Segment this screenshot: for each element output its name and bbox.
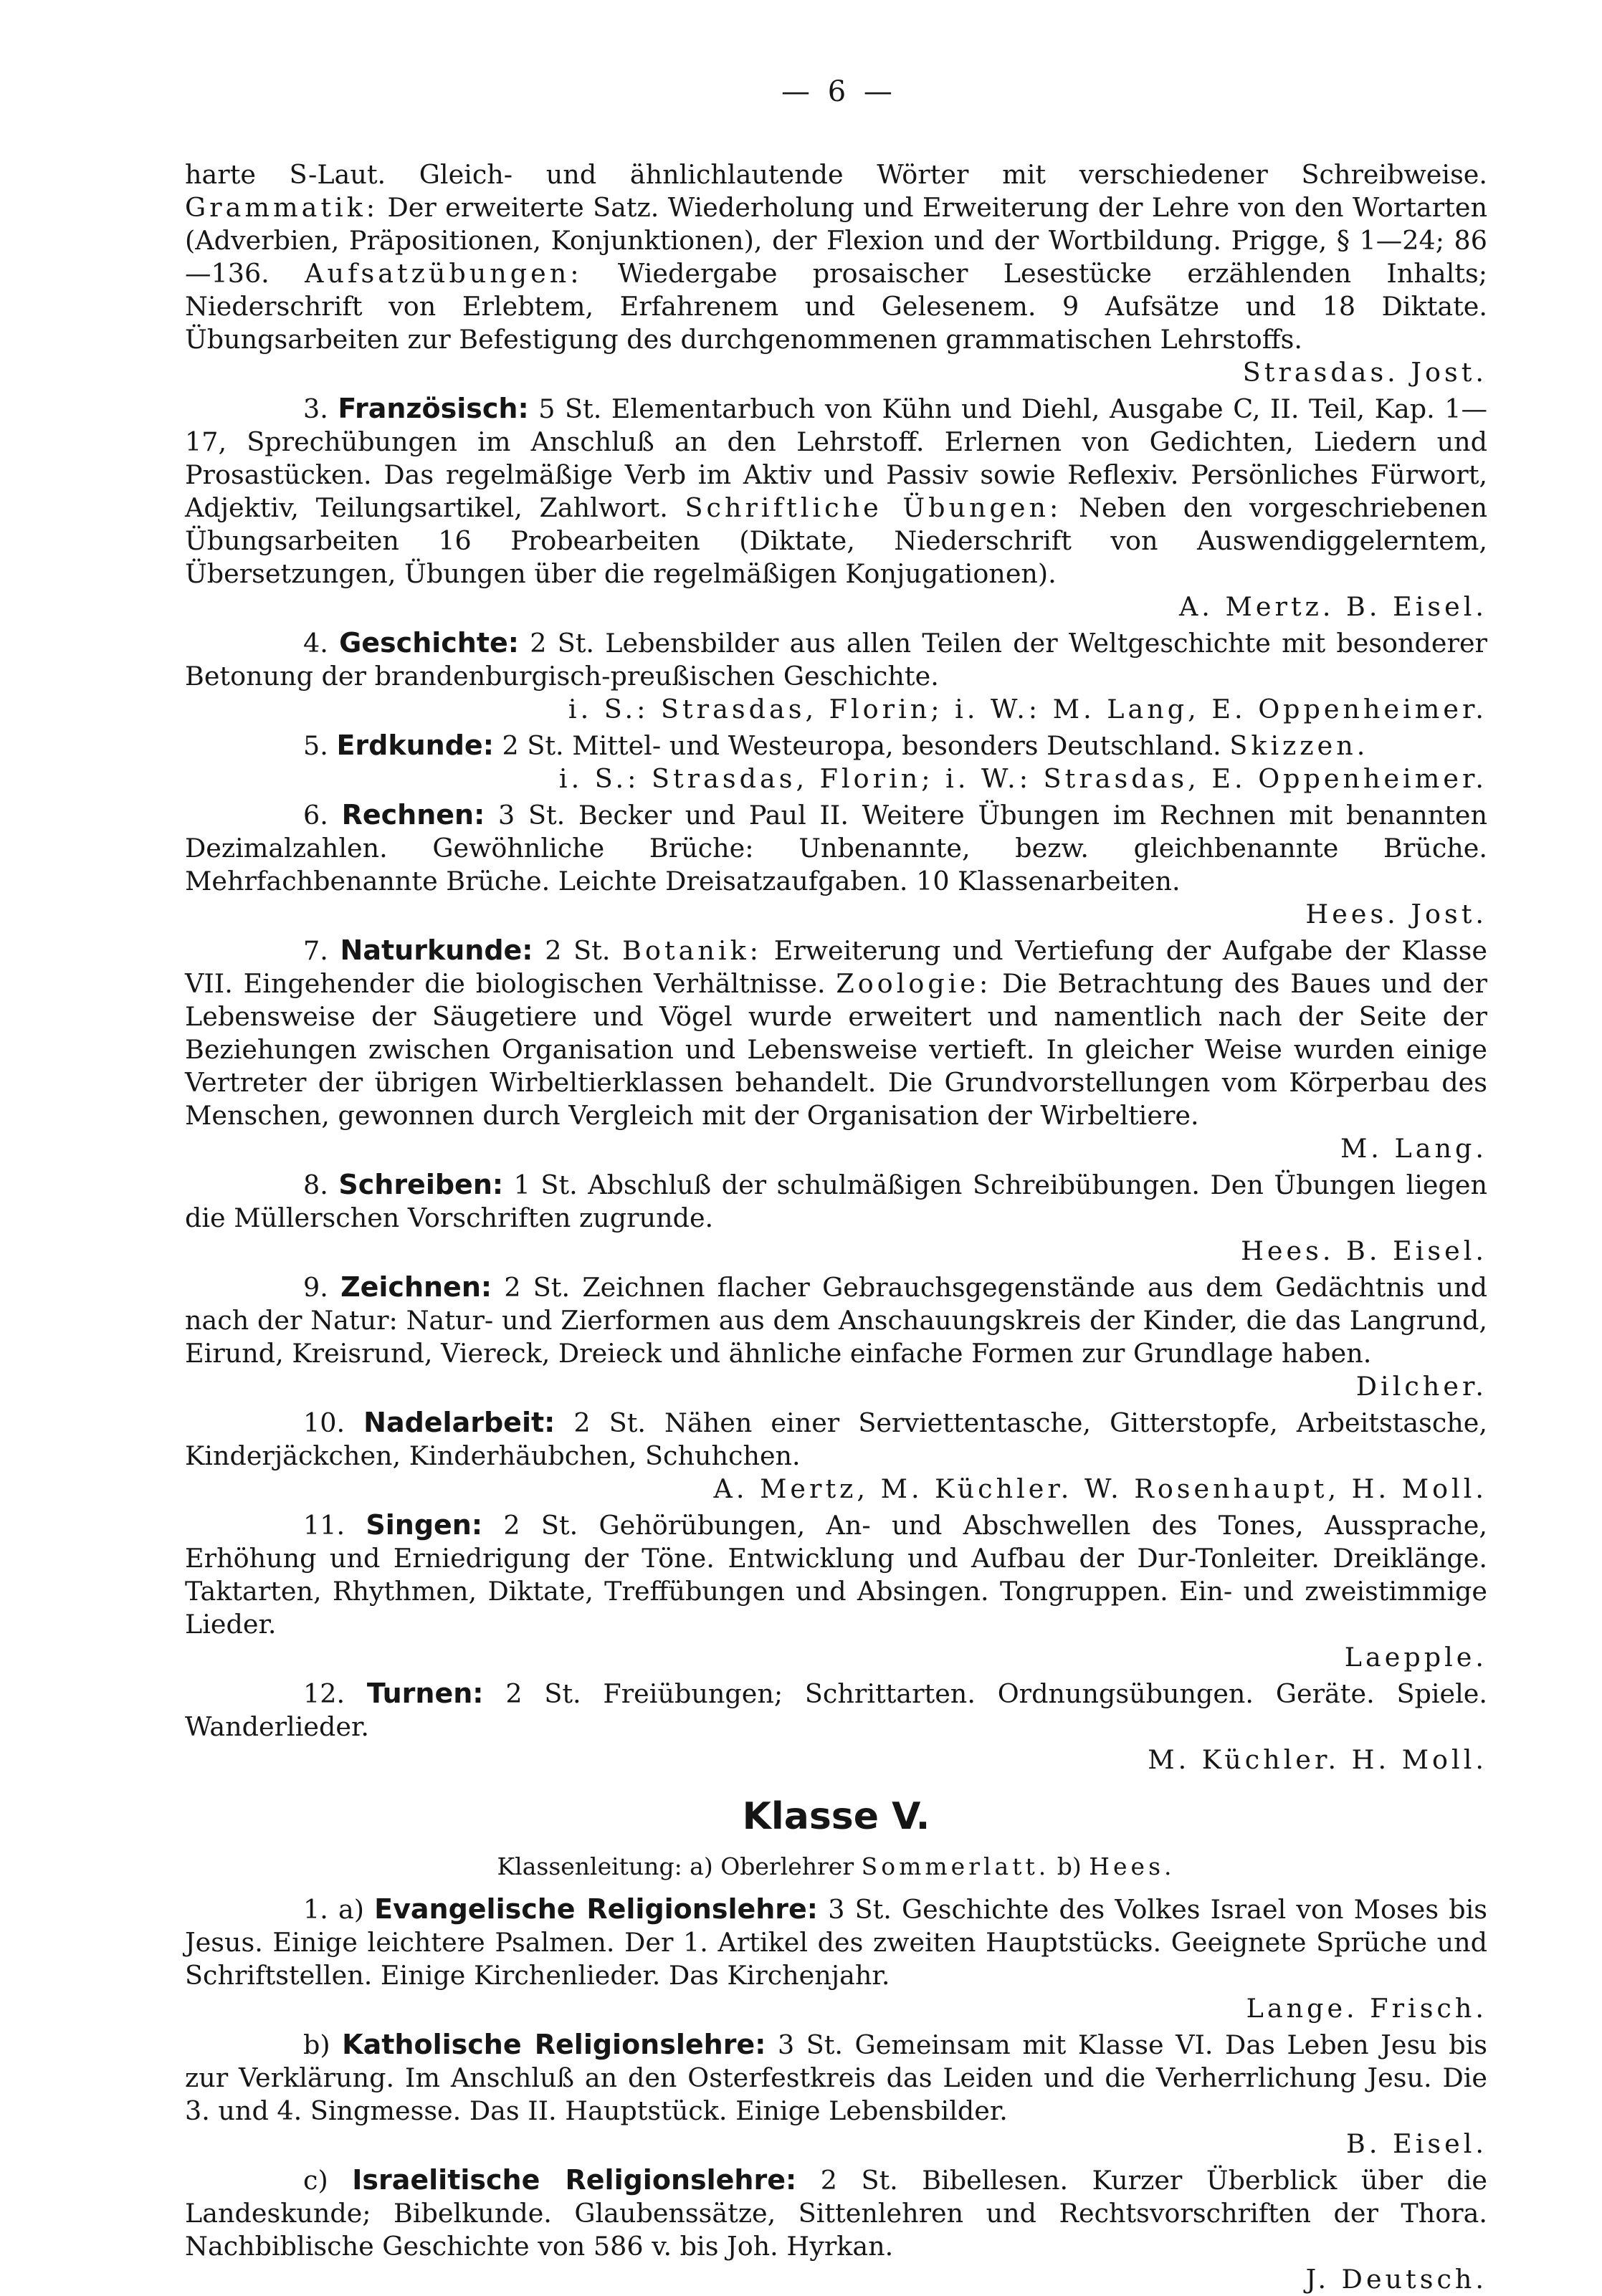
subject-signature: B. Eisel. bbox=[1346, 2128, 1487, 2159]
intro-signature: Strasdas. Jost. bbox=[1242, 357, 1487, 388]
subject-title: Französisch: bbox=[338, 393, 529, 424]
subject-title: Israelitische Religionslehre: bbox=[352, 2164, 797, 2196]
subject-signature: M. Lang. bbox=[1340, 1133, 1487, 1164]
subject-number: 12. bbox=[303, 1678, 345, 1709]
subject-signature: A. Mertz, M. Küchler. W. Rosenhaupt, H. Moll. bbox=[713, 1473, 1487, 1504]
subject-title: Katholische Religionslehre: bbox=[342, 2029, 766, 2060]
class-lead-mid: b) bbox=[1057, 1852, 1082, 1880]
subject-signature: i. S.: Strasdas, Florin; i. W.: M. Lang, E. Oppenheimer. bbox=[568, 694, 1487, 724]
religion-jewish bbox=[185, 2163, 1487, 2296]
subject-text: 2 St. Nähen einer Serviettentasche, Gitterstopfe, Arbeitstasche, Kinderjäckchen, Kinderhäubchen, Schuhchen. bbox=[185, 1407, 1487, 1471]
subject-text: 2 St. Zeichnen flacher Gebrauchsgegenstände aus dem Gedächtnis und nach der Natur: Natur- und Zierformen aus dem Anschauungskreis der Kinder, die das Langrund, Eirund, Kreisrund, Viereck, Dreieck und ähnliche einfache Formen zur Grundlage haben. bbox=[185, 1272, 1488, 1369]
subject-signature: Dilcher. bbox=[1355, 1371, 1487, 1402]
subject-number: 1. a) bbox=[303, 1894, 364, 1925]
subject-natural-science bbox=[185, 934, 1487, 1165]
intro-paragraph bbox=[185, 158, 1487, 389]
subject-number: 4. bbox=[303, 628, 328, 659]
subject-writing bbox=[185, 1168, 1487, 1268]
subject-text: 2 St. Bibellesen. Kurzer Überblick über die Landeskunde; Bibelkunde. Glaubenssätze, Sittenlehren und Rechtsvorschriften der Thora. Nachbiblische Geschichte von 586 v. bis Joh. Hyrkan. bbox=[185, 2165, 1488, 2262]
subject-text-b: Erweiterung und Vertiefung der Aufgabe der Klasse VII. Eingehender die biologischen Verhältnisse. bbox=[185, 935, 1487, 999]
intro-text-1: harte S-Laut. Gleich- und ähnlichlautende Wörter mit verschiedener Schreibweise. bbox=[185, 159, 1487, 190]
subject-signature: J. Deutsch. bbox=[1305, 2264, 1487, 2295]
subject-spaced-label: Botanik: bbox=[622, 935, 762, 966]
subject-number: b) bbox=[303, 2029, 330, 2060]
subject-signature: i. S.: Strasdas, Florin; i. W.: Strasdas, E. Oppenheimer. bbox=[558, 763, 1487, 794]
subject-history bbox=[185, 626, 1487, 726]
page-number: — 6 — bbox=[781, 75, 897, 108]
subject-signature: Lange. Frisch. bbox=[1246, 1993, 1487, 2024]
subject-signature: Hees. B. Eisel. bbox=[1241, 1235, 1487, 1266]
class-lead-prefix: Klassenleitung: a) Oberlehrer bbox=[497, 1852, 854, 1880]
intro-text-3: Wiedergabe prosaischer Lesestücke erzählenden Inhalts; Niederschrift von Erlebtem, Erfahrenem und Gelesenem. 9 Aufsätze und 18 Diktate. Übungsarbeiten zur Befestigung des durchgenommenen grammatischen Lehrstoffs. bbox=[185, 258, 1487, 355]
class-lead-name-1: Sommerlatt. bbox=[861, 1852, 1050, 1880]
subject-text: 3 St. Geschichte des Volkes Israel von Moses bis Jesus. Einige leichtere Psalmen. Der 1. Artikel des zweiten Hauptstücks. Geeignete Sprüche und Schriftstellen. Einige Kirchenlieder. Das Kirchenjahr. bbox=[185, 1894, 1488, 1991]
subject-title: Evangelische Religionslehre: bbox=[374, 1893, 819, 1925]
subject-number: 10. bbox=[303, 1407, 345, 1438]
subject-number: c) bbox=[303, 2165, 328, 2196]
religion-evangelical bbox=[185, 1893, 1487, 2025]
subject-drawing bbox=[185, 1271, 1487, 1403]
subject-french bbox=[185, 392, 1487, 623]
subject-text: 2 St. bbox=[545, 935, 611, 966]
subject-text: 1 St. Abschluß der schulmäßigen Schreibübungen. Den Übungen liegen die Müllerschen Vorschriften zugrunde. bbox=[185, 1169, 1487, 1233]
subject-spaced-label: Skizzen. bbox=[1229, 730, 1369, 761]
class-heading: Klasse V. bbox=[742, 1795, 930, 1838]
subject-title: Schreiben: bbox=[338, 1169, 504, 1200]
class-lead-name-2: Hees. bbox=[1089, 1852, 1176, 1880]
subject-number: 11. bbox=[303, 1510, 345, 1541]
subject-text: 2 St. Mittel- und Westeuropa, besonders Deutschland. bbox=[502, 730, 1221, 761]
subject-text: 3 St. Becker und Paul II. Weitere Übungen im Rechnen mit benannten Dezimalzahlen. Gewöhnliche Brüche: Unbenannte, bezw. gleichbenannte Brüche. Mehrfachbenannte Brüche. Leichte Dreisatzaufgaben. 10 Klassenarbeiten. bbox=[185, 800, 1487, 896]
subject-number: 5. bbox=[303, 730, 328, 761]
subject-title: Erdkunde: bbox=[336, 730, 494, 761]
subject-spaced-label: Schriftliche Übungen: bbox=[685, 492, 1062, 523]
subject-text: 2 St. Lebensbilder aus allen Teilen der Weltgeschichte mit besonderer Betonung der brandenburgisch-preußischen Geschichte. bbox=[185, 628, 1488, 692]
subject-geography bbox=[185, 729, 1487, 795]
subject-title: Geschichte: bbox=[339, 627, 519, 659]
subject-signature: A. Mertz. B. Eisel. bbox=[1178, 591, 1487, 622]
subject-text: 3 St. Gemeinsam mit Klasse VI. Das Leben Jesu bis zur Verklärung. Im Anschluß an den Osterfestkreis das Leiden und die Verherrlichung Jesu. Die 3. und 4. Singmesse. Das II. Hauptstück. Einige Lebensbilder. bbox=[185, 2029, 1487, 2126]
subject-title: Naturkunde: bbox=[340, 934, 533, 966]
subject-number: 8. bbox=[303, 1169, 328, 1200]
subject-gymnastics bbox=[185, 1677, 1487, 1776]
subject-arithmetic bbox=[185, 798, 1487, 931]
subject-number: 9. bbox=[303, 1272, 328, 1303]
subject-number: 6. bbox=[303, 800, 328, 831]
subject-signature: Laepple. bbox=[1344, 1642, 1487, 1673]
essay-label: Aufsatzübungen: bbox=[305, 258, 583, 289]
subject-text: 2 St. Freiübungen; Schrittarten. Ordnungsübungen. Geräte. Spiele. Wanderlieder. bbox=[185, 1678, 1487, 1742]
subject-number: 7. bbox=[303, 935, 328, 966]
grammar-label: Grammatik: bbox=[185, 192, 379, 223]
subject-title: Singen: bbox=[366, 1509, 483, 1541]
subject-text: 2 St. Gehörübungen, An- und Abschwellen des Tones, Aussprache, Erhöhung und Erniedrigung der Töne. Entwicklung und Aufbau der Dur-Tonleiter. Dreiklänge. Taktarten, Rhythmen, Diktate, Treffübungen und Absingen. Tongruppen. Ein- und zweistimmige Lieder. bbox=[185, 1510, 1488, 1640]
subject-title: Turnen: bbox=[366, 1678, 484, 1709]
subject-title: Zeichnen: bbox=[340, 1271, 492, 1303]
subject-signature: M. Küchler. H. Moll. bbox=[1148, 1744, 1487, 1775]
subject-singing bbox=[185, 1508, 1487, 1674]
subject-number: 3. bbox=[303, 393, 328, 424]
subject-title: Rechnen: bbox=[341, 799, 485, 831]
subject-text-c: Die Betrachtung des Baues und der Lebensweise der Säugetiere und Vögel wurde erweitert und namentlich nach der Seite der Beziehungen zwischen Organisation und Lebensweise vertieft. In gleicher Weise wurden einige Vertreter der übrigen Wirbeltierklassen behandelt. Die Grundvorstellungen vom Körperbau des Menschen, gewonnen durch Vergleich mit der Organisation der Wirbeltiere. bbox=[185, 968, 1487, 1131]
subject-spaced-label-2: Zoologie: bbox=[836, 968, 992, 999]
subject-text: 5 St. Elementarbuch von Kühn und Diehl, Ausgabe C, II. Teil, Kap. 1—17, Sprechübungen im Anschluß an den Lehrstoff. Erlernen von Gedichten, Liedern und Prosastücken. Das regelmäßige Verb im Aktiv und Passiv sowie Reflexiv. Persönliches Fürwort, Adjektiv, Teilungsartikel, Zahlwort. bbox=[185, 393, 1488, 523]
class-leadership bbox=[185, 1851, 1487, 1883]
religion-catholic bbox=[185, 2028, 1487, 2161]
subject-text-b: Neben den vorgeschriebenen Übungsarbeiten 16 Probearbeiten (Diktate, Niederschrift von Auswendiggelerntem, Übersetzungen, Übungen über die regelmäßigen Konjugationen). bbox=[185, 492, 1487, 589]
subject-signature: Hees. Jost. bbox=[1305, 899, 1487, 929]
subject-needlework bbox=[185, 1406, 1487, 1506]
intro-text-2: Der erweiterte Satz. Wiederholung und Erweiterung der Lehre von den Wortarten (Adverbien, Präpositionen, Konjunktionen), der Flexion und der Wortbildung. Prigge, § 1—24; 86—136. bbox=[185, 192, 1487, 289]
subject-title: Nadelarbeit: bbox=[363, 1407, 556, 1438]
